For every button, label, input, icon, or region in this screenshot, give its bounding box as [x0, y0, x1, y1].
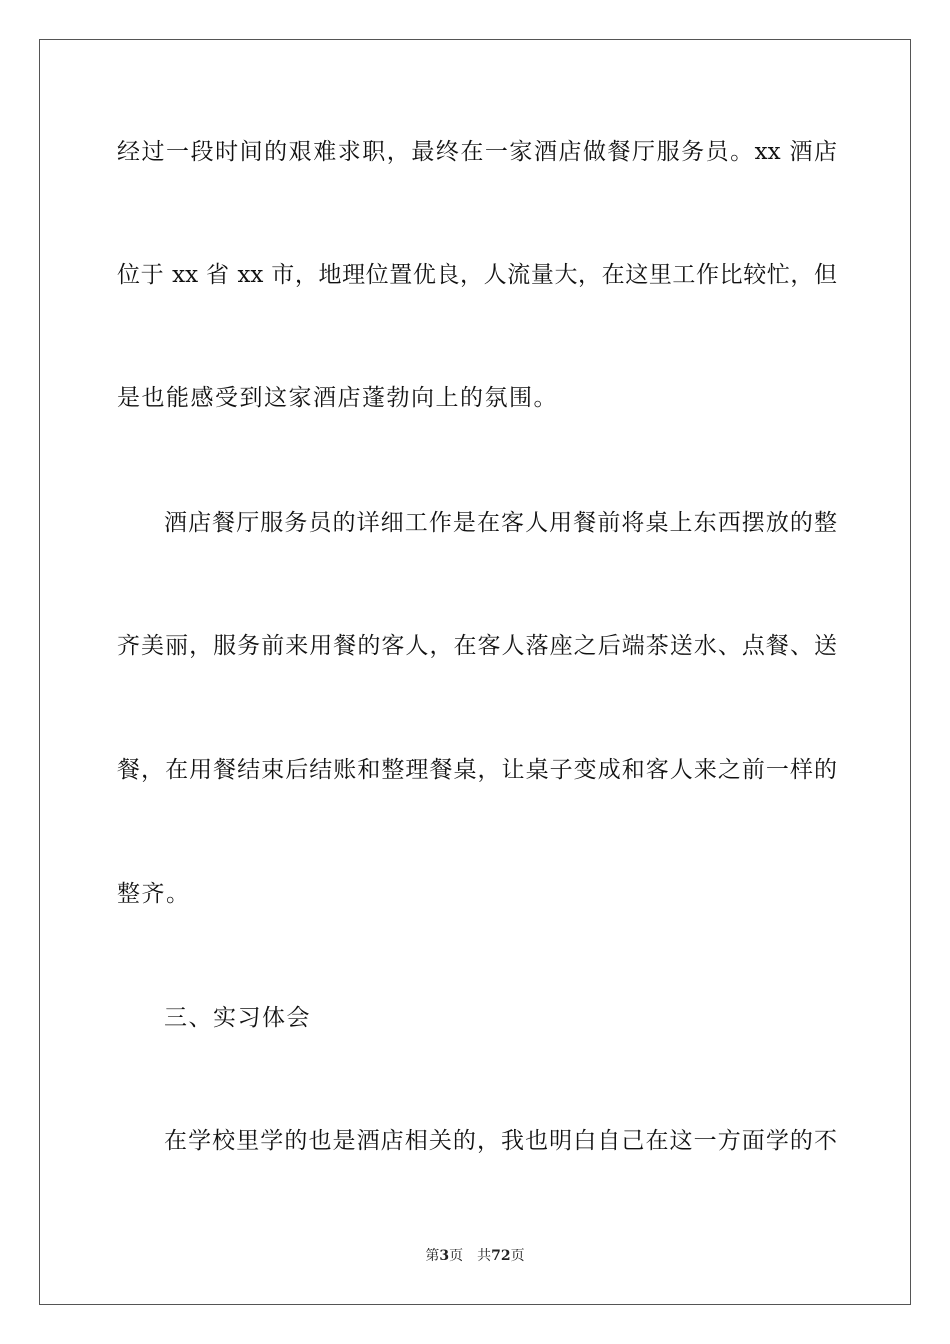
footer-total-suffix: 页	[510, 1248, 525, 1264]
body-text-line-1: 经过一段时间的艰难求职，最终在一家酒店做餐厅服务员。xx 酒店	[117, 139, 837, 165]
body-text-line-2: 位于 xx 省 xx 市，地理位置优良，人流量大，在这里工作比较忙，但	[117, 262, 837, 288]
footer-total-prefix: 共	[477, 1248, 492, 1264]
page-frame	[39, 39, 911, 1305]
footer-page-suffix: 页	[449, 1248, 464, 1264]
body-text-line-9: 在学校里学的也是酒店相关的，我也明白自己在这一方面学的不	[164, 1128, 837, 1154]
body-text-line-4: 酒店餐厅服务员的详细工作是在客人用餐前将桌上东西摆放的整	[164, 510, 837, 536]
footer-page-number: 3	[439, 1248, 450, 1264]
body-text-line-5: 齐美丽，服务前来用餐的客人，在客人落座之后端茶送水、点餐、送	[117, 633, 837, 659]
body-text-line-3: 是也能感受到这家酒店蓬勃向上的氛围。	[117, 385, 558, 411]
section-heading: 三、实习体会	[164, 1005, 311, 1031]
body-text-line-6: 餐，在用餐结束后结账和整理餐桌，让桌子变成和客人来之前一样的	[117, 757, 837, 783]
footer-page-prefix: 第	[425, 1248, 440, 1264]
page-footer	[0, 1247, 950, 1265]
body-text-line-7: 整齐。	[117, 881, 191, 907]
footer-total-pages: 72	[491, 1248, 511, 1264]
